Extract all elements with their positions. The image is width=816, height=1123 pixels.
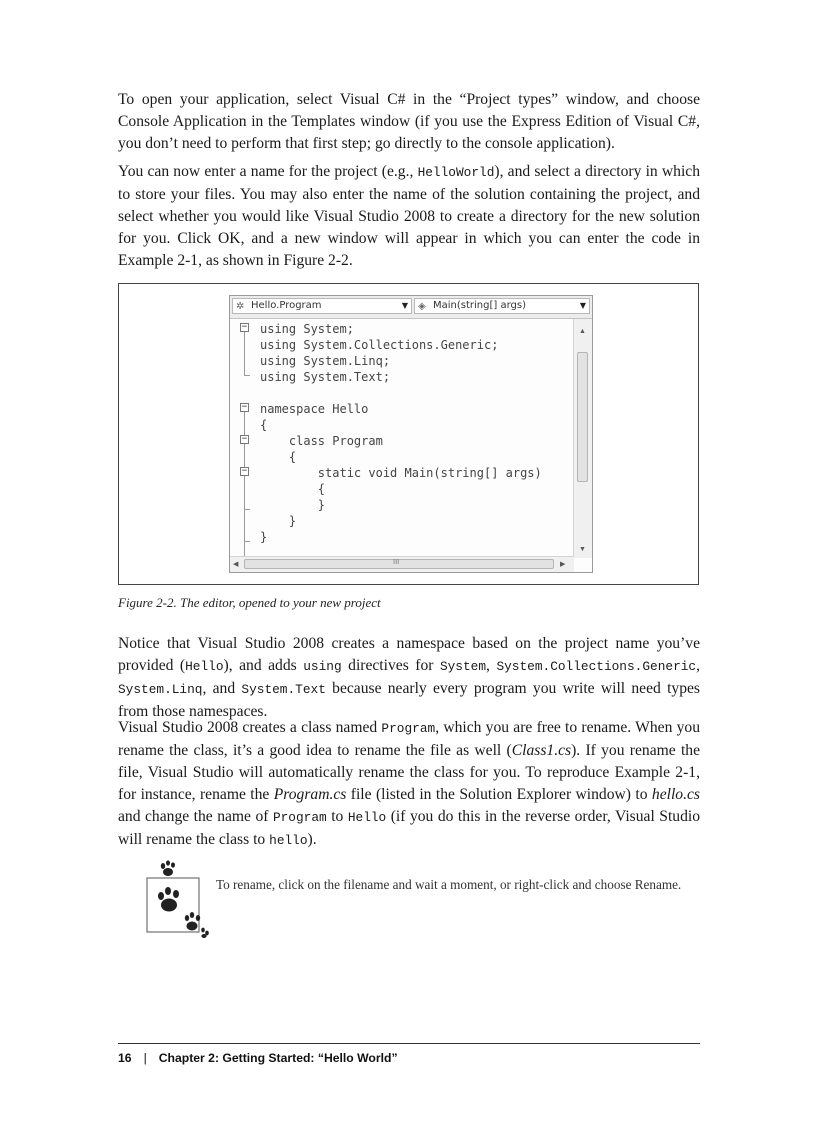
text-run: You can now enter a name for the project (e.g., — [118, 163, 418, 180]
class-dropdown-value: Hello.Program — [251, 300, 322, 311]
paragraph-enter-name — [118, 161, 700, 272]
code-editor-screenshot — [229, 295, 593, 573]
text-run: Visual Studio 2008 creates a class named — [118, 719, 382, 736]
paragraph-namespace — [118, 633, 700, 723]
text-run: , — [486, 657, 497, 674]
outline-line — [244, 541, 250, 542]
tip-text: To rename, click on the filename and wait a moment, or right-click and choose Rename. — [216, 877, 682, 892]
code-hello-class: Hello — [347, 810, 387, 825]
code-line: using System; — [260, 322, 354, 336]
page-footer — [118, 1051, 398, 1065]
method-icon: ◈ — [418, 301, 426, 312]
member-dropdown-value: Main(string[] args) — [433, 300, 526, 311]
filename-class1: Class1.cs — [511, 742, 572, 759]
footer-rule — [118, 1043, 700, 1044]
code-system: System — [439, 659, 487, 674]
code-program: Program — [381, 721, 436, 736]
code-using: using — [303, 659, 342, 674]
code-program: Program — [272, 810, 327, 825]
paragraph-text: To open your application, select Visual C# in the “Project types” window, and choose Console Application in the Templates window (if you use the Express Edition of Visual C#, you don’t need to perform that first step; go directly to the console application). — [118, 91, 700, 152]
text-run: Notice that Visual Studio 2008 creates a namespace based on the project name you’ve provided ( — [118, 635, 700, 674]
text-run: and change the name of — [118, 808, 273, 825]
paragraph-rename-class — [118, 717, 700, 852]
outline-line — [244, 375, 250, 376]
text-run: , which you are free to rename. When you rename the class, it’s a good idea to rename the file as well ( — [118, 719, 700, 759]
text-run: , and — [202, 680, 242, 697]
text-run: ), and adds — [223, 657, 304, 674]
code-line: { — [260, 450, 297, 464]
text-run: ), and select a directory in which to store your files. You may also enter the name of the solution containing the project, and select whether you would like Visual Studio 2008 to create a directory for the new solution for you. Click OK, and a new window will appear in which you can enter the code in Example 2-1, as shown in Figure 2-2. — [118, 163, 700, 269]
filename-hello: hello.cs — [651, 786, 700, 803]
filename-program: Program.cs — [273, 786, 347, 803]
code-line: { — [260, 482, 326, 496]
text-run: , — [696, 657, 701, 674]
text-run: directives for — [341, 657, 440, 674]
code-area[interactable] — [260, 319, 572, 558]
collapse-toggle-icon[interactable]: − — [241, 322, 248, 332]
code-system-collections-generic: System.Collections.Generic — [496, 659, 697, 674]
text-run: ). If you rename the file, Visual Studio will automatically rename the class for you. To reproduce Example 2-1, for instance, rename the — [118, 742, 700, 803]
code-line: class Program — [260, 434, 383, 448]
text-run: to — [326, 808, 348, 825]
code-line: } — [260, 514, 297, 528]
class-dropdown[interactable] — [232, 298, 412, 314]
code-line: } — [260, 530, 268, 544]
code-system-text: System.Text — [241, 682, 326, 697]
code-line: { — [260, 418, 268, 432]
code-helloworld: HelloWorld — [417, 165, 495, 180]
outline-line — [244, 509, 250, 510]
code-line: using System.Linq; — [260, 354, 391, 368]
scroll-right-icon[interactable]: ▶ — [560, 560, 566, 568]
scroll-up-icon[interactable]: ▲ — [579, 327, 586, 335]
collapse-toggle-icon[interactable]: − — [241, 466, 248, 476]
code-line: } — [260, 498, 326, 512]
code-line: using System.Text; — [260, 370, 391, 384]
figure-frame — [118, 283, 699, 585]
footer-separator: | — [143, 1051, 147, 1065]
code-line: namespace Hello — [260, 402, 369, 416]
collapse-toggle-icon[interactable]: − — [241, 402, 248, 412]
collapse-toggle-icon[interactable]: − — [241, 434, 248, 444]
code-line: static void Main(string[] args) — [260, 466, 542, 480]
member-dropdown[interactable] — [414, 298, 590, 314]
code-hello: Hello — [185, 659, 224, 674]
vertical-scrollbar[interactable] — [573, 319, 592, 558]
horizontal-scroll-thumb[interactable] — [244, 559, 554, 569]
horizontal-scrollbar[interactable] — [230, 556, 574, 572]
chapter-title: Chapter 2: Getting Started: “Hello World” — [158, 1051, 398, 1065]
figure-caption: Figure 2-2. The editor, opened to your new project — [118, 595, 381, 610]
page-number: 16 — [118, 1051, 132, 1065]
text-run: (if you do this in the reverse order, Visual Studio will rename the class to — [118, 808, 700, 848]
scroll-grip: III — [393, 558, 400, 566]
text-run: because nearly every program you write will need types from those namespaces. — [118, 680, 700, 720]
outline-gutter — [230, 319, 254, 558]
outline-line — [244, 332, 245, 376]
paw-print-tip-icon — [143, 860, 215, 938]
code-line: using System.Collections.Generic; — [260, 338, 499, 352]
scroll-down-icon[interactable]: ▼ — [579, 545, 586, 553]
text-run: ). — [307, 831, 317, 848]
code-system-linq: System.Linq — [118, 682, 203, 697]
vertical-scroll-thumb[interactable] — [577, 352, 588, 482]
scroll-left-icon[interactable]: ◀ — [233, 560, 239, 568]
code-hello-lower: hello — [269, 833, 308, 848]
paragraph-open-application — [118, 89, 700, 155]
text-run: file (listed in the Solution Explorer window) to — [346, 786, 652, 803]
chevron-down-icon: ▼ — [401, 301, 408, 310]
editor-navigation-bar — [230, 296, 592, 319]
class-icon: ✲ — [236, 301, 245, 312]
chevron-down-icon: ▼ — [579, 301, 586, 310]
